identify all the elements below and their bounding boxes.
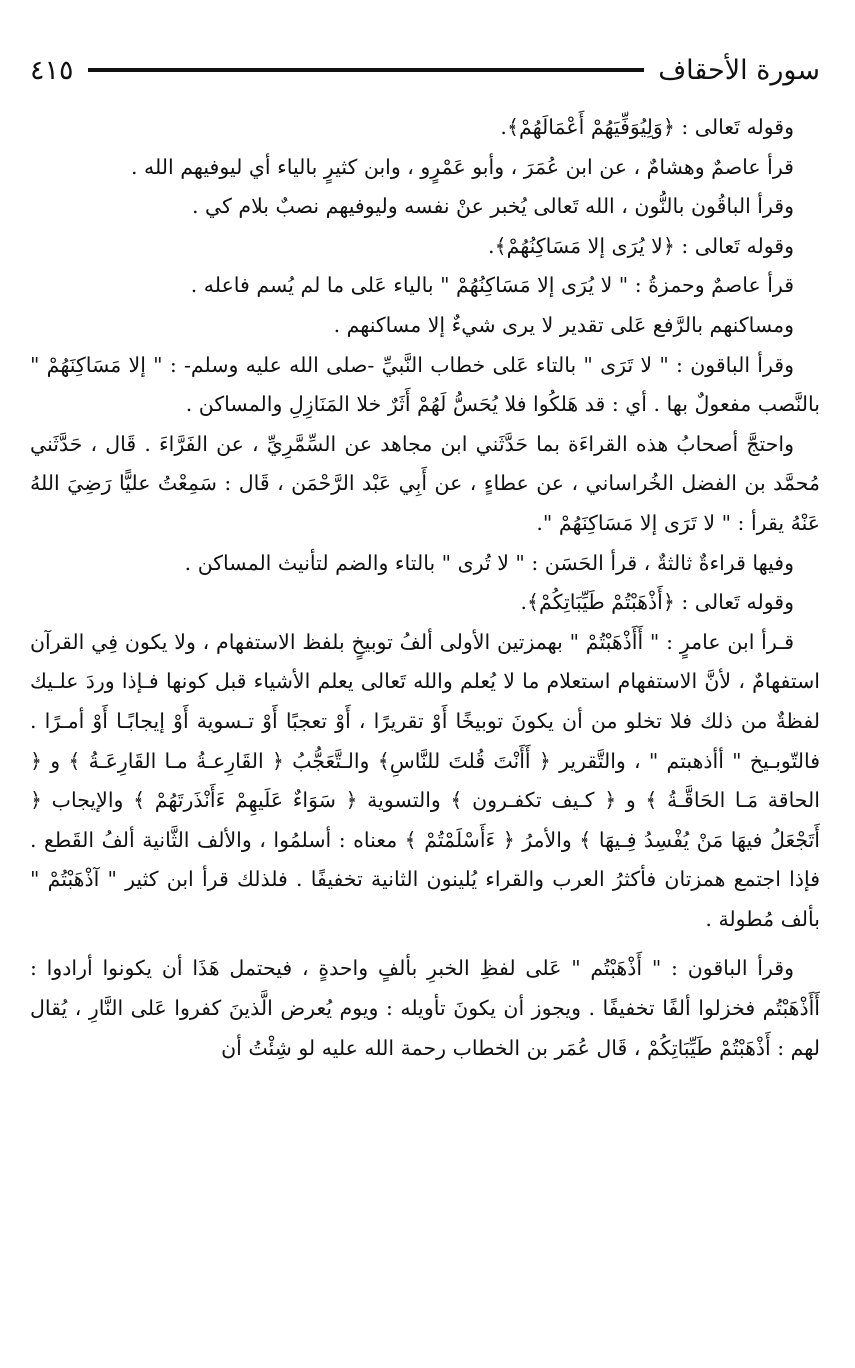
- header-rule: [88, 68, 645, 72]
- paragraph: وقوله تَعالى : ﴿أَذْهَبْتُمْ طَيِّبَاتِكُمْ﴾.: [520, 590, 794, 615]
- page-header: [30, 48, 820, 92]
- paragraph: قرأ عاصمٌ وحمزةُ : " لا يُرَى إلا مَسَاكِنُهُمْ " بالياء عَلى ما لم يُسم فاعله .: [190, 273, 794, 298]
- paragraph: وقرأ الباقون : " أَذْهَبْتُم " عَلى لفظِ الخبرِ بألفٍ واحدةٍ ، فيحتمل هَذَا أن يكونوا أرادوا : أَأَذْهَبْتُم فخزلوا ألفًا تخفيفًا . ويجوز أن يكونَ تأويله : ويوم يُعرض الَّذينَ كفروا عَلى النَّارِ ، يُقال لهم : أَذْهَبْتُمْ طَيِّبَاتِكُمْ ، قَال عُمَر بن الخطاب رحمة الله عليه لو شِئْتُ أن: [30, 956, 820, 1060]
- paragraph: وقوله تَعالى : ﴿وَلِيُوَفِّيَهُمْ أَعْمَالَهُمْ﴾.: [500, 115, 794, 139]
- paragraph: ومساكنهم بالرَّفع عَلى تقدير لا يرى شيءٌ إلا مساكنهم .: [333, 312, 794, 337]
- paragraph: قرأ عاصمٌ وهشامٌ ، عن ابن عُمَرَ ، وأبو عَمْرٍو ، وابن كثيرٍ بالياء أي ليوفيهم الله .: [130, 154, 794, 179]
- surah-title: سورة الأحقاف: [658, 54, 820, 86]
- page-number: ٤١٥: [30, 54, 74, 86]
- page-body: [30, 108, 820, 1068]
- paragraph: وقرأ الباقون : " لا تَرَى " بالتاء عَلى خطاب النَّبيِّ -صلى الله عليه وسلم- : " إلا مَسَاكِنَهُمْ " بالنَّصب مفعولٌ بها . أي : قد هَلكُوا فلا يُحَسُّ لَهُمْ أَثَرٌ خلا المَنَازِلِ والمساكن .: [30, 352, 820, 417]
- paragraph: قـرأ ابن عامرٍ : " أَأَذْهَبْتُمْ " بهمزتين الأولى ألفُ توبيخٍ بلفظ الاستفهام ، ولا يكون فِي القرآن استفهامٌ ، لأنَّ الاستفهام استعلام ما لا يُعلم والله تَعالى يعلم الأشياء قبل كونها فـإذا وردَ علـيك لفظةٌ من ذلك فلا تخلو من أن يكونَ توبيخًا أَوْ تقريرًا ، أَوْ تعجبًا أَوْ تـسوية أَوْ إيجابًـا أَوْ أمـرًا . فالتّوبـيخ " أأذهبتم " ، والتَّقرير ﴿ أَأَنْتَ قُلتَ للنَّاسِ﴾ والـتَّعَجُّبُ ﴿ القَارِعـةُ مـا القَارِعَـةُ ﴾ و ﴿ الحاقة مَـا الحَاقَّـةُ ﴾ و ﴿ كـيف تكفـرون ﴾ والتسوية ﴿ سَوَاءٌ عَلَيهِمْ ءَأَنْذَرتَهُمْ ﴾ والإيجاب ﴿ أَتَجْعَلُ فيهَا مَنْ يُفْسِدُ فِـيهَا ﴾ والأمرُ ﴿ ءَأَسْلَمْتُمْ ﴾ معناه : أسلمُوا ، والألف الثَّانية ألفُ القَطع . فإذا اجتمع همزتان فأكثرُ العرب والقراء يُلينون الثانية تخفيفًا . فلذلك قرأ ابن كثير " آذْهَبْتُمْ " بألف مُطولة .: [30, 629, 820, 931]
- paragraph: وقوله تَعالى : ﴿لا يُرَى إلا مَسَاكِنُهُمْ﴾.: [488, 233, 794, 258]
- paragraph: وفيها قراءةٌ ثالثةٌ ، قرأ الحَسَن : " لا تُرى " بالتاء والضم لتأنيث المساكن .: [184, 550, 794, 575]
- paragraph: وقرأ الباقُون بالنُّون ، الله تَعالى يُخبر عنْ نفسه وليوفيهم نصبٌ بلام كي .: [191, 194, 794, 219]
- paragraph: واحتجَّ أصحابُ هذه القراءَة بما حَدَّثَني ابن مجاهد عن السِّمَّرِيِّ ، عن الفَرَّاءَ . قَال ، حَدَّثَني مُحمَّد بن الفضل الخُراساني ، عن عطاءٍ ، عن أَبِي عَبْد الرَّحْمَن ، قَال : سَمِعْتُ عليًّا رَضِيَ اللهُ عَنْهُ يقرأ : " لا تَرَى إلا مَسَاكِنَهُمْ ".: [30, 431, 820, 535]
